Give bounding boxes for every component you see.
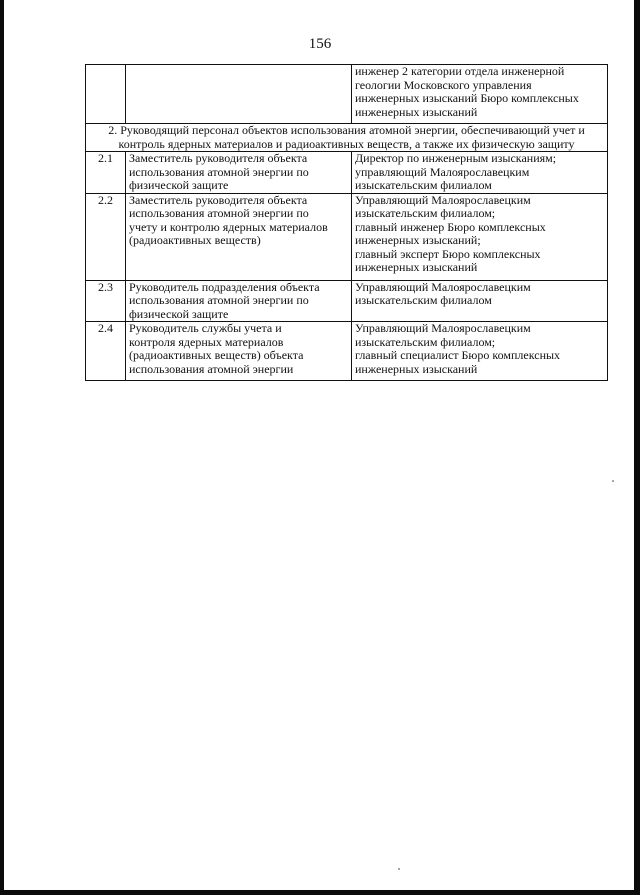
text-line: физической защите	[129, 178, 229, 192]
text-line: главный специалист Бюро комплексных	[355, 348, 561, 362]
section-heading	[86, 124, 608, 152]
text-line: использования атомной энергии по	[129, 206, 309, 220]
text-line: управляющий Малоярославецким	[355, 164, 530, 179]
text-line: главный эксперт Бюро комплексных	[355, 246, 541, 261]
cell-responsible	[352, 193, 608, 280]
text-line: Управляющий Малоярославецким	[355, 279, 531, 294]
personnel-table	[85, 64, 608, 381]
cell-position	[126, 65, 352, 124]
cell-position	[126, 152, 352, 194]
text-line: использования атомной энергии	[129, 361, 294, 376]
text-line: изыскательским филиалом	[355, 178, 492, 192]
cell-position	[126, 280, 352, 322]
text-line: главный инженер Бюро комплексных	[355, 219, 546, 234]
text-line: Заместитель руководителя объекта	[129, 192, 308, 207]
text-line: Директор по инженерным изысканиям;	[355, 151, 557, 165]
cell-responsible	[352, 65, 608, 124]
page-number: 156	[308, 36, 332, 52]
table-row	[86, 280, 608, 322]
scan-speck	[398, 868, 400, 870]
text-line: инженерных изысканий	[355, 361, 478, 376]
row-number: 2.1	[86, 152, 126, 194]
text-line: использования атомной энергии по	[129, 164, 309, 179]
scan-speck	[612, 480, 614, 482]
cell-responsible	[352, 280, 608, 322]
text-line: 2. Руководящий персонал объектов использования атомной энергии, обеспечивающий учет и	[108, 123, 585, 137]
table-row	[86, 65, 608, 124]
text-line: контроля ядерных материалов	[129, 334, 284, 349]
text-line: изыскательским филиалом;	[355, 206, 496, 220]
text-line: геологии Московского управления	[355, 77, 532, 92]
scan-border-left	[0, 0, 4, 895]
text-line: инженерных изысканий Бюро комплексных	[355, 91, 579, 105]
row-number: 2.2	[86, 193, 126, 280]
text-line: учету и контролю ядерных материалов	[129, 219, 328, 234]
table-row	[86, 152, 608, 194]
text-line: Заместитель руководителя объекта	[129, 151, 308, 165]
text-line: инженерных изысканий	[355, 260, 478, 274]
section-heading-row	[86, 124, 608, 152]
table-row	[86, 322, 608, 381]
scan-border-right	[634, 0, 640, 895]
text-line: инженерных изысканий;	[355, 233, 481, 247]
text-line: Управляющий Малоярославецким	[355, 321, 531, 335]
row-number: 2.4	[86, 322, 126, 381]
text-line: (радиоактивных веществ) объекта	[129, 348, 304, 362]
text-line: изыскательским филиалом;	[355, 334, 496, 349]
text-line: (радиоактивных веществ)	[129, 233, 261, 247]
scan-border-bottom	[0, 890, 640, 895]
text-line: инженер 2 категории отдела инженерной	[355, 64, 565, 78]
text-line: инженерных изысканий	[355, 104, 478, 119]
row-number: 2.3	[86, 280, 126, 322]
cell-responsible	[352, 322, 608, 381]
cell-responsible	[352, 152, 608, 194]
cell-num	[86, 65, 126, 124]
cell-position	[126, 322, 352, 381]
text-line: изыскательским филиалом	[355, 293, 492, 307]
text-line: Руководитель службы учета и	[129, 321, 282, 335]
table-row	[86, 193, 608, 280]
cell-position	[126, 193, 352, 280]
text-line: Руководитель подразделения объекта	[129, 279, 320, 294]
text-line: использования атомной энергии по	[129, 293, 309, 307]
text-line: Управляющий Малоярославецким	[355, 192, 531, 207]
text-line: контроль ядерных материалов и радиоактивных веществ, а также их физическую защиту	[118, 136, 575, 151]
text-line: физической защите	[129, 306, 229, 321]
